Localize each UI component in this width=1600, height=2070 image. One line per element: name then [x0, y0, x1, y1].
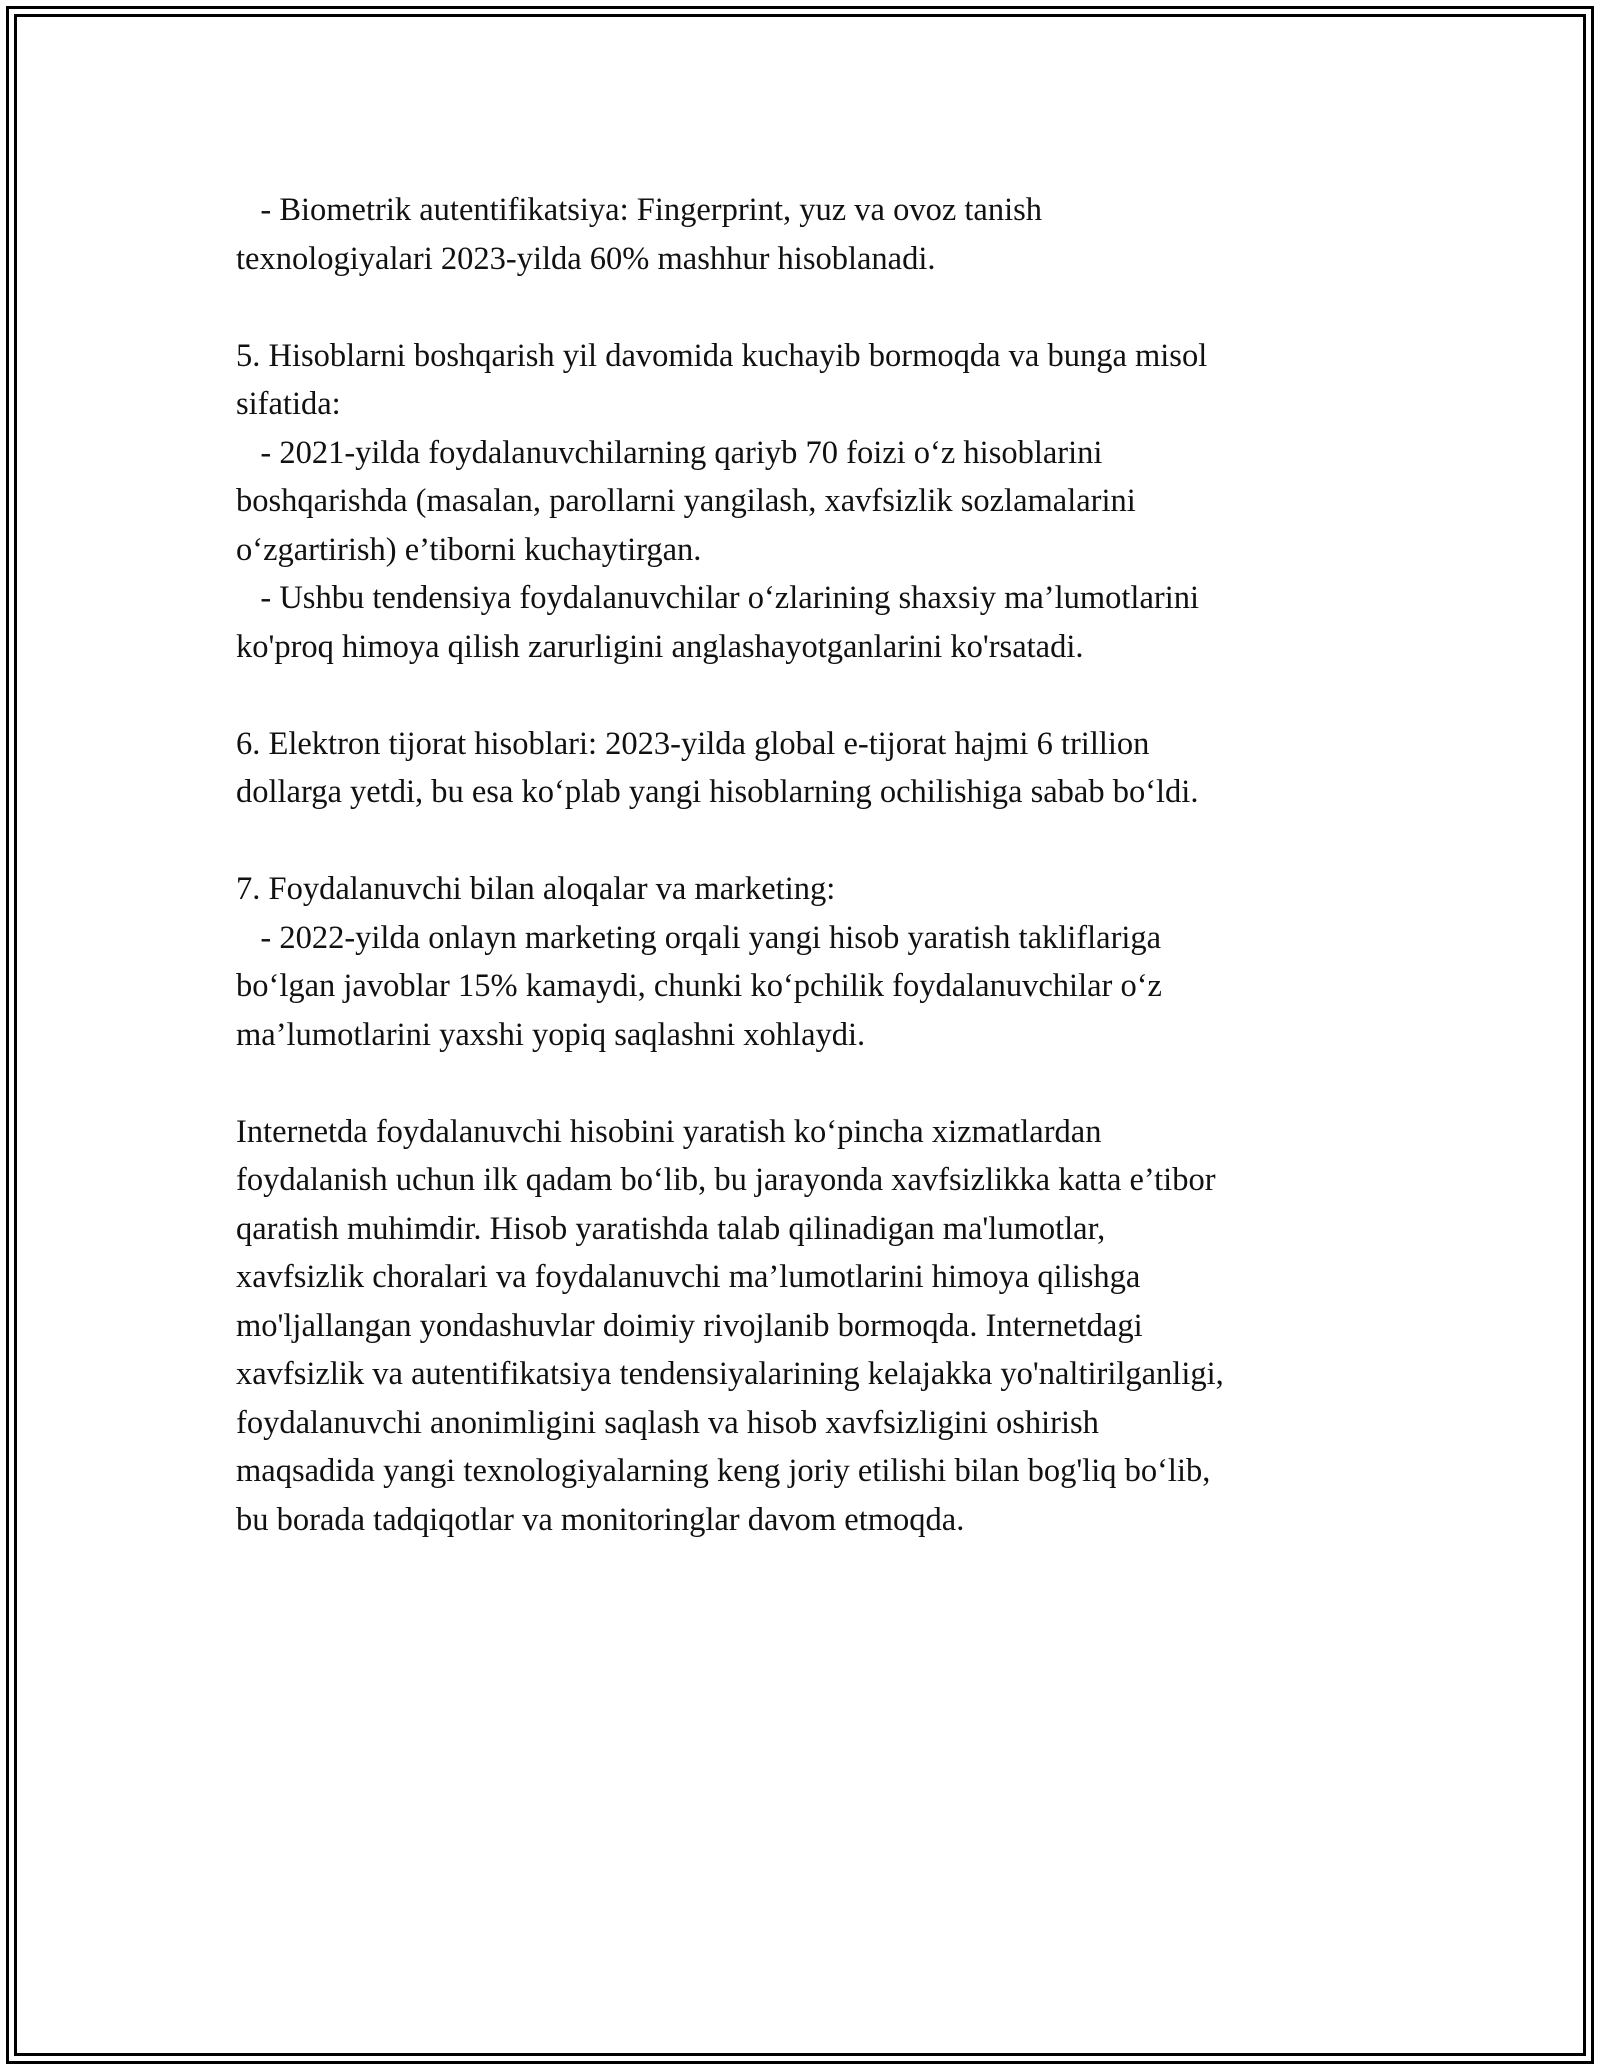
text-line: - 2021-yilda foydalanuvchilarning qariyb 70 foizi oʻz hisoblarini [236, 434, 1103, 471]
text-line: bu borada tadqiqotlar va monitoringlar davom etmoqda. [236, 1501, 965, 1538]
paragraph-marketing [236, 865, 1386, 1059]
text-line: mo'ljallangan yondashuvlar doimiy rivojlanib bormoqda. Internetdagi [236, 1307, 1143, 1344]
text-line: oʻzgartirish) e’tiborni kuchaytirgan. [236, 531, 702, 568]
text-line: ma’lumotlarini yaxshi yopiq saqlashni xohlaydi. [236, 1016, 866, 1053]
paragraph-conclusion [236, 1108, 1386, 1545]
text-line: boʻlgan javoblar 15% kamaydi, chunki koʻpchilik foydalanuvchilar oʻz [236, 968, 1162, 1004]
text-line: qaratish muhimdir. Hisob yaratishda talab qilinadigan ma'lumotlar, [236, 1210, 1106, 1247]
text-line: - 2022-yilda onlayn marketing orqali yangi hisob yaratish takliflariga [236, 919, 1162, 956]
paragraph-gap [236, 283, 1386, 332]
text-line: boshqarishda (masalan, parollarni yangilash, xavfsizlik sozlamalarini [236, 483, 1136, 519]
text-line: sifatida: [236, 386, 341, 422]
paragraph-account-management [236, 332, 1386, 672]
text-line: - Ushbu tendensiya foydalanuvchilar oʻzlarining shaxsiy ma’lumotlarini [236, 580, 1200, 616]
text-line: xavfsizlik choralari va foydalanuvchi ma’lumotlarini himoya qilishga [236, 1259, 1141, 1295]
text-line: 5. Hisoblarni boshqarish yil davomida kuchayib bormoqda va bunga misol [236, 337, 1208, 374]
text-line: maqsadida yangi texnologiyalarning keng joriy etilishi bilan bog'liq boʻlib, [236, 1453, 1211, 1489]
paragraph-biometric [236, 186, 1386, 283]
text-line: ko'proq himoya qilish zarurligini anglashayotganlarini ko'rsatadi. [236, 628, 1084, 665]
text-line: Internetda foydalanuvchi hisobini yaratish koʻpincha xizmatlardan [236, 1113, 1102, 1150]
text-line: foydalanish uchun ilk qadam boʻlib, bu jarayonda xavfsizlikka katta e’tibor [236, 1162, 1216, 1198]
paragraph-gap [236, 817, 1386, 866]
paragraph-gap [236, 1059, 1386, 1108]
text-line: 7. Foydalanuvchi bilan aloqalar va marketing: [236, 871, 836, 907]
paragraph-gap [236, 671, 1386, 720]
text-line: 6. Elektron tijorat hisoblari: 2023-yilda global e-tijorat hajmi 6 trillion [236, 725, 1150, 762]
text-line: xavfsizlik va autentifikatsiya tendensiyalarining kelajakka yo'naltirilganligi, [236, 1356, 1224, 1392]
text-line: foydalanuvchi anonimligini saqlash va hisob xavfsizligini oshirish [236, 1404, 1099, 1441]
text-line: dollarga yetdi, bu esa koʻplab yangi hisoblarning ochilishiga sabab boʻldi. [236, 774, 1199, 810]
text-line: texnologiyalari 2023-yilda 60% mashhur hisoblanadi. [236, 240, 936, 277]
document-body [236, 186, 1386, 1544]
text-line: - Biometrik autentifikatsiya: Fingerprint, yuz va ovoz tanish [236, 192, 1043, 228]
paragraph-ecommerce [236, 720, 1386, 817]
